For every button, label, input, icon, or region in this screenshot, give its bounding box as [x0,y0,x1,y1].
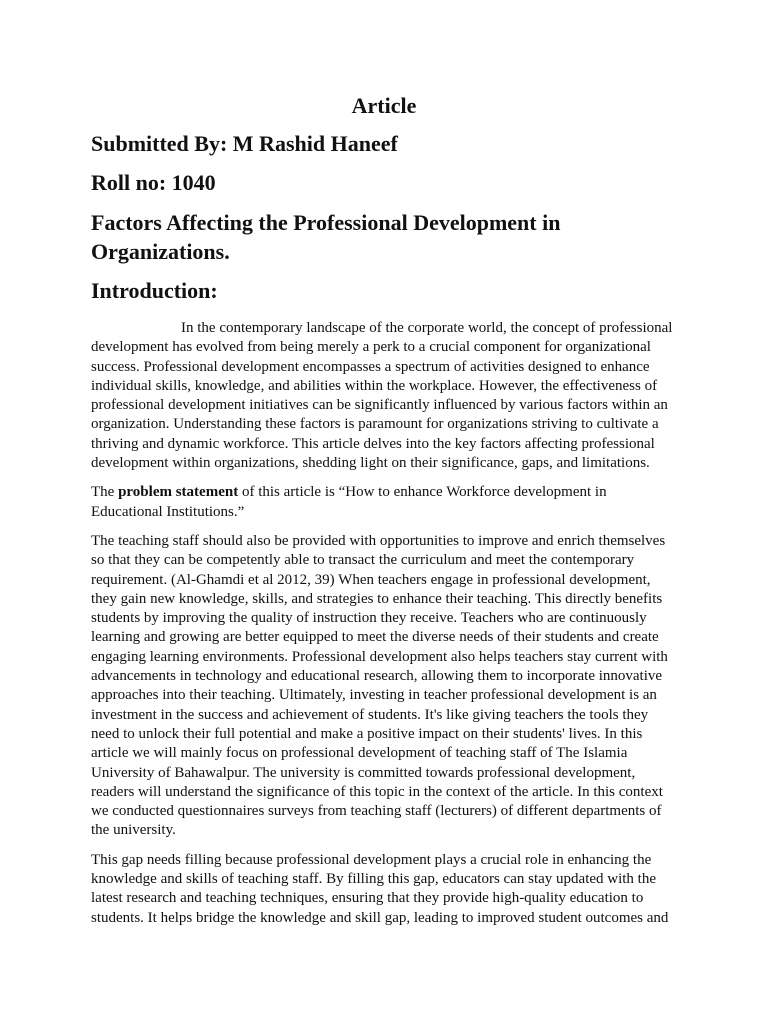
introduction-heading: Introduction: [91,278,218,303]
teaching-staff-paragraph: The teaching staff should also be provided with opportunities to improve and enrich themselves so that they can be competently able to transact the curriculum and meet the contemporary requirement. (Al-Ghamdi et al 2012, 39) When teachers engage in professional development, they gain new knowledge, skills, and strategies to enhance their teaching. This directly benefits students by improving the quality of instruction they receive. Teachers who are continuously learning and growing are better equipped to meet the diverse needs of their students and create engaging learning environments. Professional development also helps teachers stay current with advancements in technology and educational research, allowing them to incorporate innovative approaches into their teaching. Ultimately, investing in teacher professional development is an investment in the success and achievement of students. It's like giving teachers the tools they need to unlock their full potential and make a positive impact on their students' lives. In this article we will mainly focus on professional development of teaching staff of The Islamia University of Bahawalpur. The university is committed towards professional development, readers will understand the significance of this topic in the context of the article. In this context we conducted questionnaires surveys from teaching staff (lecturers) of different departments of the university. [91,532,668,839]
intro-paragraph: In the contemporary landscape of the corporate world, the concept of professional development has evolved from being merely a perk to a crucial component for organizational success. Professional development encompasses a spectrum of activities designed to enhance individual skills, knowledge, and abilities within the workplace. However, the effectiveness of professional development initiatives can be significantly influenced by various factors within an organization. Understanding these factors is paramount for organizations striving to cultivate a thriving and dynamic workforce. This article delves into the key factors affecting professional development within organizations, shedding light on their significance, gaps, and limitations. [91,320,673,472]
submitted-by-heading: Submitted By: M Rashid Haneef [91,131,398,156]
article-topic-heading: Factors Affecting the Professional Development in Organizations. [91,210,561,264]
article-title: Article [351,93,417,118]
problem-statement-prefix: The [91,484,119,501]
problem-statement-bold: problem statement [118,484,239,501]
document-page [91,92,677,938]
roll-number-heading: Roll no: 1040 [91,170,216,195]
problem-statement-suffix: of this article is “How to enhance Workforce development in Educational Institutions.” [91,484,607,520]
gap-paragraph: This gap needs filling because professional development plays a crucial role in enhancing the knowledge and skills of teaching staff. By filling this gap, educators can stay updated with the latest research and teaching techniques, ensuring that they provide high-quality education to students. It helps bridge the knowledge and skill gap, leading to improved student outcomes and [91,851,669,926]
problem-statement-paragraph [91,483,677,522]
